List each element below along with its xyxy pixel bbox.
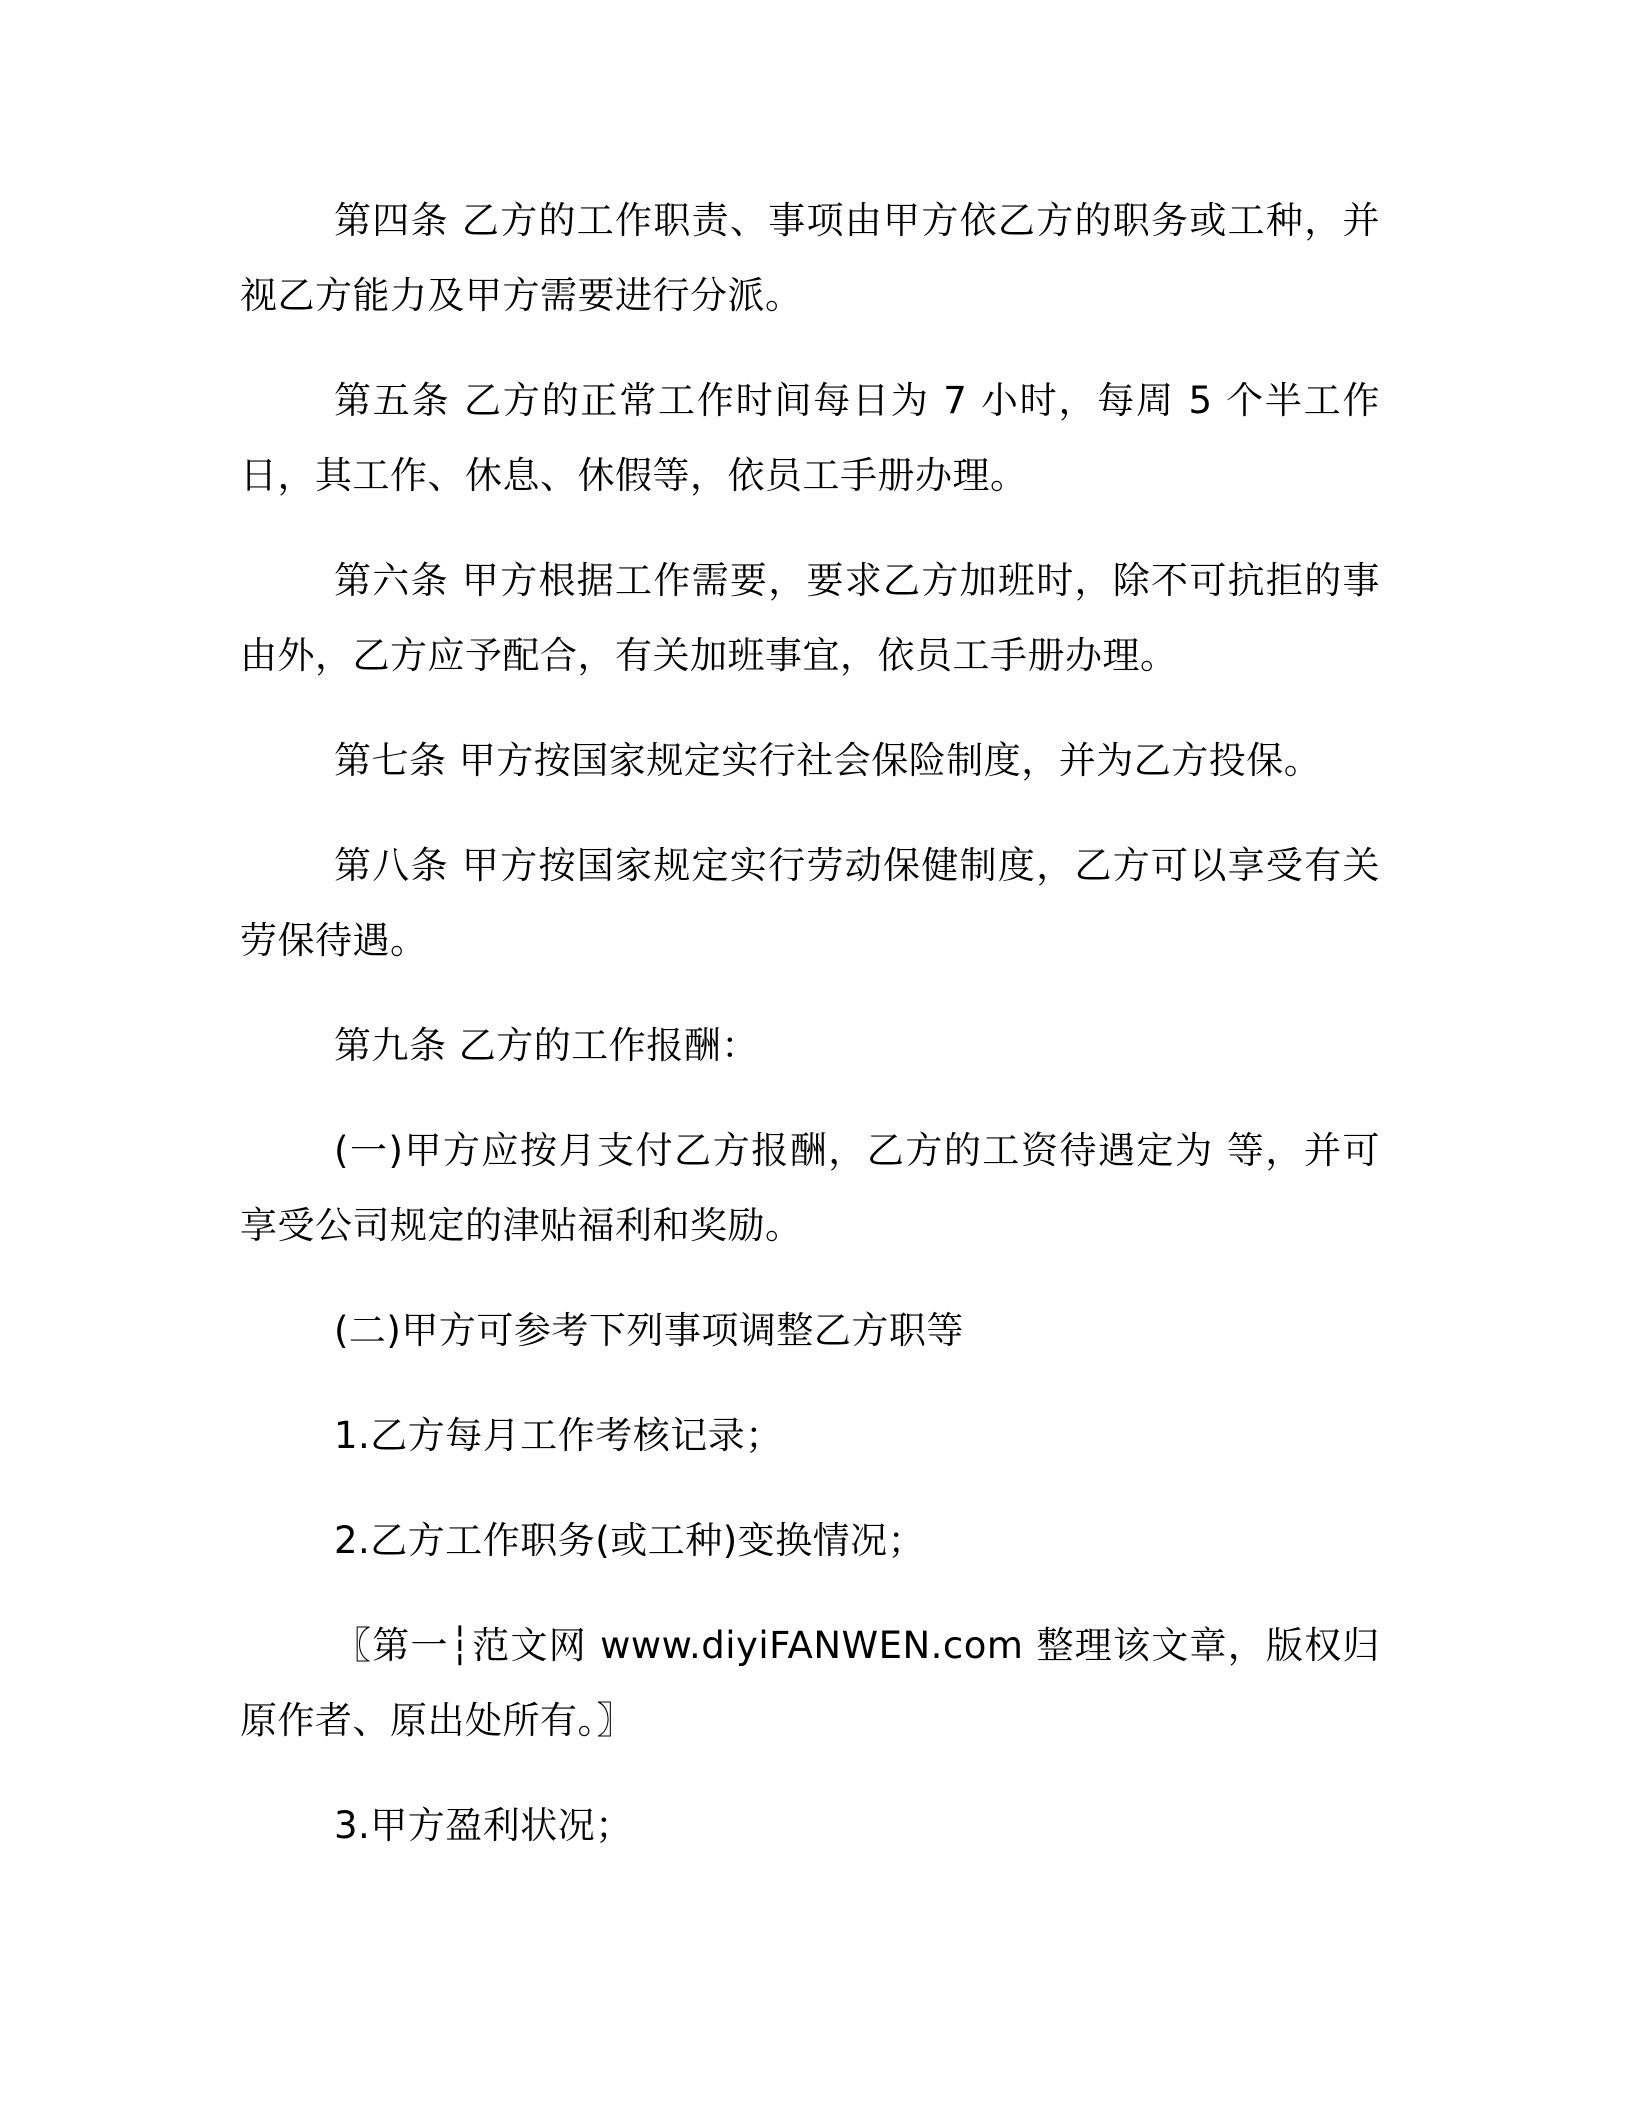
list-item-3: 3.甲方盈利状况； (334, 1804, 633, 1847)
paragraph-article-9: 第九条 乙方的工作报酬： (334, 1024, 759, 1067)
source-notice: 〖第一┆范文网 www.diyiFANWEN.com 整理该文章，版权归原作者、原出处所有。〗 (240, 1624, 1380, 1742)
paragraph-article-6: 第六条 甲方根据工作需要，要求乙方加班时，除不可抗拒的事由外，乙方应予配合，有关加班事宜，依员工手册办理。 (240, 559, 1380, 677)
list-item-1: 1.乙方每月工作考核记录； (334, 1414, 783, 1457)
paragraph-article-7: 第七条 甲方按国家规定实行社会保险制度，并为乙方投保。 (334, 739, 1322, 782)
list-item-2: 2.乙方工作职务(或工种)变换情况； (334, 1519, 926, 1562)
paragraph-article-8: 第八条 甲方按国家规定实行劳动保健制度，乙方可以享受有关劳保待遇。 (240, 844, 1380, 962)
document-body (240, 183, 1380, 1863)
paragraph-article-5: 第五条 乙方的正常工作时间每日为 7 小时，每周 5 个半工作日，其工作、休息、休假等，依员工手册办理。 (240, 379, 1380, 497)
paragraph-clause-1: (一)甲方应按月支付乙方报酬，乙方的工资待遇定为 等，并可享受公司规定的津贴福利和奖励。 (240, 1129, 1380, 1247)
paragraph-article-4: 第四条 乙方的工作职责、事项由甲方依乙方的职务或工种，并视乙方能力及甲方需要进行分派。 (240, 199, 1380, 317)
paragraph-clause-2: (二)甲方可参考下列事项调整乙方职等 (334, 1309, 964, 1352)
